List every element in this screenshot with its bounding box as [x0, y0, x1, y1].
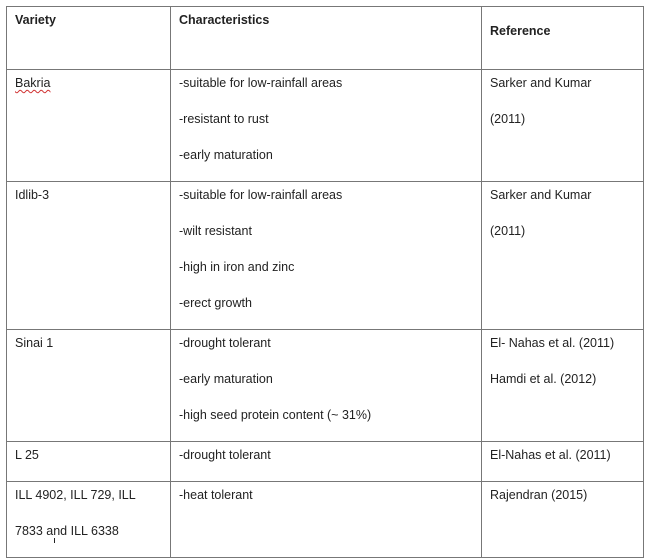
reference-text: Sarker and Kumar [490, 188, 592, 202]
characteristic-item: -high in iron and zinc [179, 260, 295, 274]
characteristic-item: -early maturation [179, 148, 273, 162]
characteristic-item: -erect growth [179, 296, 252, 310]
reference-text: (2011) [490, 224, 526, 238]
reference-cell [482, 182, 644, 330]
table-row [7, 442, 644, 482]
text-cursor-mark [54, 538, 55, 543]
characteristic-item: -suitable for low-rainfall areas [179, 76, 343, 90]
table-header-row [7, 7, 644, 70]
reference-cell [482, 330, 644, 442]
characteristic-item: -heat tolerant [179, 488, 253, 502]
reference-text: Sarker and Kumar [490, 76, 592, 90]
table-row [7, 482, 644, 558]
variety-name: Bakria [15, 76, 51, 90]
reference-text: El- Nahas et al. (2011) [490, 336, 615, 350]
header-characteristics: Characteristics [171, 7, 482, 70]
reference-text: (2011) [490, 112, 526, 126]
variety-name: ILL 4902, ILL 729, ILL [15, 488, 136, 502]
characteristics-cell [171, 330, 482, 442]
characteristic-item: -drought tolerant [179, 448, 271, 462]
table-row [7, 70, 644, 182]
reference-text: Hamdi et al. (2012) [490, 372, 597, 386]
reference-text: El-Nahas et al. (2011) [490, 448, 611, 462]
reference-text: Rajendran (2015) [490, 488, 588, 502]
characteristics-cell [171, 482, 482, 558]
characteristic-item: -resistant to rust [179, 112, 269, 126]
reference-cell [482, 70, 644, 182]
variety-name: L 25 [15, 448, 39, 462]
characteristic-item: -suitable for low-rainfall areas [179, 188, 343, 202]
variety-cell [7, 482, 171, 558]
characteristic-item: -drought tolerant [179, 336, 271, 350]
variety-name: Idlib-3 [15, 188, 50, 202]
characteristics-cell [171, 182, 482, 330]
reference-cell [482, 482, 644, 558]
characteristics-cell [171, 442, 482, 482]
variety-cell [7, 182, 171, 330]
characteristic-item: -high seed protein content (~ 31%) [179, 408, 372, 422]
variety-cell [7, 442, 171, 482]
variety-name: 7833 and ILL 6338 [15, 524, 119, 538]
variety-cell [7, 70, 171, 182]
varieties-table [6, 6, 644, 558]
table-row [7, 182, 644, 330]
variety-name: Sinai 1 [15, 336, 54, 350]
characteristic-item: -wilt resistant [179, 224, 252, 238]
variety-cell [7, 330, 171, 442]
table-row [7, 330, 644, 442]
header-variety: Variety [7, 7, 171, 70]
characteristic-item: -early maturation [179, 372, 273, 386]
reference-cell [482, 442, 644, 482]
characteristics-cell [171, 70, 482, 182]
header-reference: Reference [482, 7, 644, 70]
